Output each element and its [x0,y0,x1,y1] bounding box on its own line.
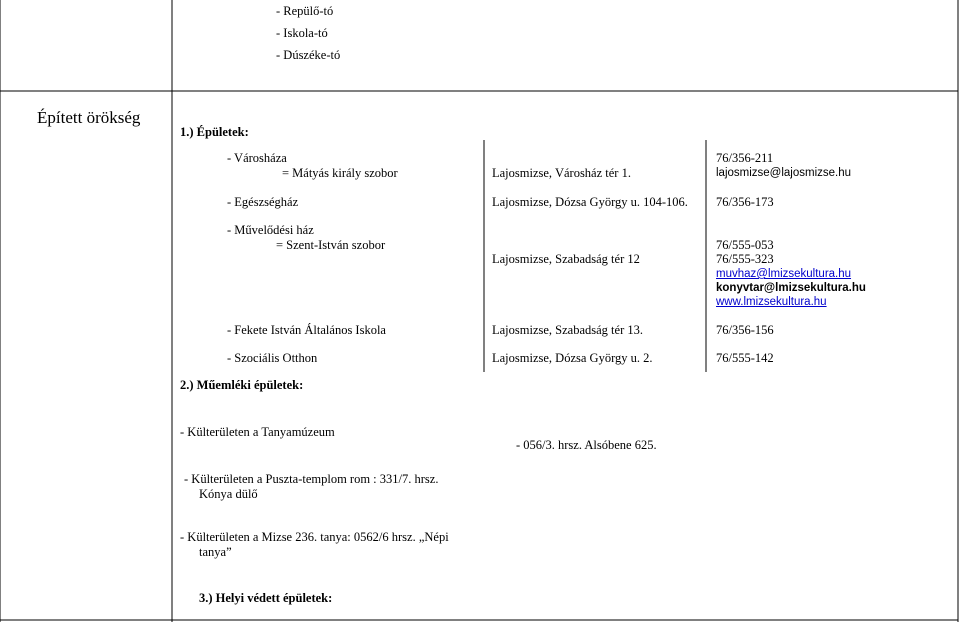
phone-egeszseghaz: 76/356-173 [716,195,774,209]
building-name-varoshaza: - Városháza [227,151,287,165]
phone-szocialis-otthon: 76/555-142 [716,351,774,365]
building-sub-matyas-szobor: = Mátyás király szobor [282,166,398,180]
list-item-iskola-to: - Iskola-tó [276,26,328,40]
address-szocialis-otthon: Lajosmizse, Dózsa György u. 2. [492,351,653,365]
phone-muvelodesi-2: 76/555-323 [716,252,774,266]
address-muvelodesi-haz: Lajosmizse, Szabadság tér 12 [492,252,640,266]
list-item-duszeke-to: - Dúszéke-tó [276,48,341,62]
monument-tanyamuzeum: - Külterületen a Tanyamúzeum [180,425,335,439]
building-name-egeszseghaz: - Egészségház [227,195,299,209]
phone-muvelodesi-1: 76/555-053 [716,238,774,252]
building-name-szocialis-otthon: - Szociális Otthon [227,351,318,365]
address-varoshaza: Lajosmizse, Városház tér 1. [492,166,631,180]
list-item-repulo-to: - Repülő-tó [276,4,334,18]
local-protected-heading: 3.) Helyi védett épületek: [199,591,333,605]
email-varoshaza: lajosmizse@lajosmizse.hu [716,167,852,179]
monument-mizse-tanya: - Külterületen a Mizse 236. tanya: 0562/6 hrsz. „Népi [180,530,449,544]
building-name-muvelodesi-haz: - Művelődési ház [227,223,314,237]
monument-tanyamuzeum-location: - 056/3. hrsz. Alsóbene 625. [516,438,657,452]
address-iskola: Lajosmizse, Szabadság tér 13. [492,323,643,337]
phone-varoshaza: 76/356-211 [716,151,774,165]
email-link-muvhaz[interactable]: muvhaz@lmizsekultura.hu [716,268,852,280]
buildings-heading: 1.) Épületek: [180,125,249,139]
address-egeszseghaz: Lajosmizse, Dózsa György u. 104-106. [492,195,688,209]
monuments-heading: 2.) Műemléki épületek: [180,378,304,392]
building-sub-szent-istvan-szobor: = Szent-István szobor [276,238,386,252]
monument-puszta-templom: - Külterületen a Puszta-templom rom : 331/7. hrsz. [184,472,439,486]
monument-puszta-templom-location: Kónya dülő [199,487,258,501]
monument-mizse-tanya-cont: tanya” [199,545,232,559]
web-link-lmizsekultura[interactable]: www.lmizsekultura.hu [716,296,827,308]
phone-iskola: 76/356-156 [716,323,774,337]
section-label-epitett-orokseg: Épített örökség [37,108,141,127]
email-konyvtar: konyvtar@lmizsekultura.hu [716,282,866,294]
building-name-iskola: - Fekete István Általános Iskola [227,323,386,337]
